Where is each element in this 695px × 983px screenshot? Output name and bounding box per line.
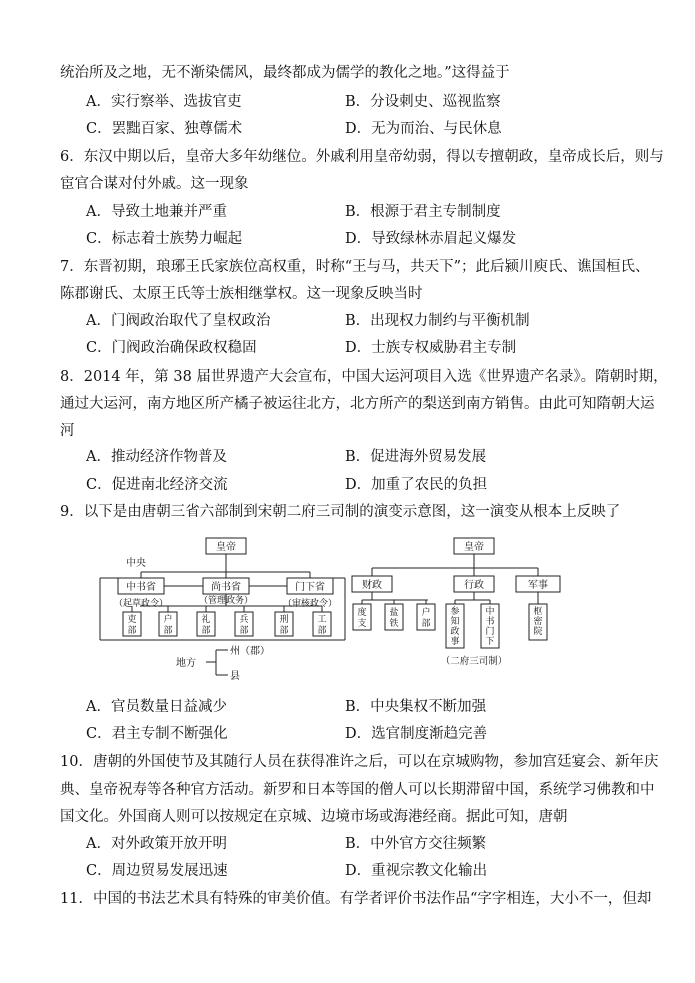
q6-option-c: C．标志着士族势力崛起 — [86, 231, 243, 247]
song-military-label: 军事 — [528, 580, 548, 591]
tang-xian-label: 县 — [230, 671, 240, 682]
q10-stem-line2: 典、皇帝祝寿等各种官方活动。新罗和日本等国的僧人可以长期滞留中国，系统学习佛教和中 — [60, 782, 655, 798]
q9-option-b: B．中央集权不断加强 — [345, 699, 487, 715]
song-caption: （二府三司制） — [440, 656, 508, 667]
q5-option-c: C．罢黜百家、独尊儒术 — [86, 121, 243, 137]
q6-option-d: D．导致绿林赤眉起义爆发 — [345, 231, 517, 247]
tang-ministry-hu: 户部 — [163, 615, 173, 636]
tang-zhongshu-label: 中书省 — [126, 582, 156, 593]
q5-option-b: B．分设刺史、巡视监察 — [345, 94, 501, 110]
q5-option-d: D．无为而治、与民休息 — [345, 121, 502, 137]
q5-option-a: A．实行察举、选拔官吏 — [86, 94, 242, 110]
song-zhongshu-menxia: 中书门下 — [485, 607, 495, 647]
q6-option-a: A．导致土地兼并严重 — [86, 204, 227, 220]
song-duzhi: 度支 — [357, 608, 367, 629]
q10-option-b: B．中外官方交往频繁 — [345, 836, 487, 852]
tang-ministry-gong: 工部 — [317, 615, 327, 636]
q6-stem-line1: 6．东汉中期以后，皇帝大多年幼继位。外戚利用皇帝幼弱，得以专擅朝政，皇帝成长后，则与 — [60, 149, 664, 165]
tang-menxia-role: （审核政令） — [282, 599, 338, 609]
song-hubu: 户部 — [421, 608, 431, 629]
q8-option-b: B．促进海外贸易发展 — [345, 449, 487, 465]
q8-stem-line1: 8．2014 年，第 38 届世界遗产大会宣布，中国大运河项目入选《世界遗产名录》。隋朝时期， — [60, 369, 668, 385]
q9-stem: 9．以下是由唐朝三省六部制到宋朝二府三司制的演变示意图，这一演变从根本上反映了 — [60, 504, 621, 520]
q7-option-b: B．出现权力制约与平衡机制 — [345, 313, 530, 329]
q10-option-c: C．周边贸易发展迅速 — [86, 863, 228, 879]
tang-zhongshu-role: （起草政令） — [113, 599, 169, 609]
q9-option-d: D．选官制度渐趋完善 — [345, 726, 488, 742]
tang-ministry-li: 吏部 — [127, 615, 137, 636]
tang-shangshu-label: 尚书省 — [211, 582, 241, 593]
q10-stem-line1: 10．唐朝的外国使节及其随行人员在获得准许之后，可以在京城购物，参加宫廷宴会、新年庆 — [60, 754, 659, 770]
tang-zhou-label: 州（郡） — [230, 646, 270, 657]
tang-emperor-label: 皇帝 — [216, 542, 236, 553]
q10-stem-line3: 国文化。外国商人则可以按规定在京城、边境市场或海港经商。据此可知，唐朝 — [60, 809, 568, 825]
q5-stem: 统治所及之地，无不渐染儒风，最终都成为儒学的教化之地。”这得益于 — [60, 65, 510, 81]
song-shumiyuan: 枢密院 — [533, 607, 543, 637]
q8-stem-line2: 通过大运河，南方地区所产橘子被运往北方，北方所产的梨送到南方销售。由此可知隋朝大运 — [60, 396, 655, 412]
q8-option-a: A．推动经济作物普及 — [86, 449, 227, 465]
q6-option-b: B．根源于君主专制制度 — [345, 204, 501, 220]
song-admin-label: 行政 — [464, 580, 484, 591]
q9-option-a: A．官员数量日益减少 — [86, 699, 227, 715]
song-yantie: 盐铁 — [389, 608, 399, 629]
q7-stem-line1: 7．东晋初期，琅琊王氏家族位高权重，时称“王与马，共天下”；此后颍川庾氏、谯国桓氏、 — [60, 259, 650, 275]
q8-option-c: C．促进南北经济交流 — [86, 477, 228, 493]
q8-stem-line3: 河 — [60, 423, 75, 439]
q9-option-c: C．君主专制不断强化 — [86, 726, 228, 742]
q8-option-d: D．加重了农民的负担 — [345, 477, 488, 493]
government-structure-diagram — [0, 530, 695, 690]
tang-shangshu-role: （管理政务） — [198, 596, 254, 606]
song-emperor-label: 皇帝 — [464, 542, 484, 553]
q7-option-d: D．士族专权威胁君主专制 — [345, 340, 517, 356]
q7-option-c: C．门阀政治确保政权稳固 — [86, 340, 257, 356]
song-canzhi: 参知政事 — [450, 607, 460, 647]
q10-option-d: D．重视宗教文化输出 — [345, 863, 488, 879]
q7-stem-line2: 陈郡谢氏、太原王氏等士族相继掌权。这一现象反映当时 — [60, 286, 423, 302]
q11-stem-line1: 11．中国的书法艺术具有特殊的审美价值。有学者评价书法作品“字字相连，大小不一，但却 — [60, 891, 652, 907]
tang-menxia-label: 门下省 — [295, 582, 325, 593]
q10-option-a: A．对外政策开放开明 — [86, 836, 227, 852]
q7-option-a: A．门阀政治取代了皇权政治 — [86, 313, 271, 329]
tang-ministry-xing: 刑部 — [279, 615, 289, 636]
tang-local-label: 地方 — [176, 658, 196, 669]
q6-stem-line2: 宦官合谋对付外戚。这一现象 — [60, 176, 249, 192]
tang-ministry-bing: 兵部 — [239, 615, 249, 636]
tang-central-label: 中央 — [126, 558, 146, 569]
tang-ministry-liyi: 礼部 — [201, 615, 211, 636]
song-finance-label: 财政 — [362, 580, 382, 591]
